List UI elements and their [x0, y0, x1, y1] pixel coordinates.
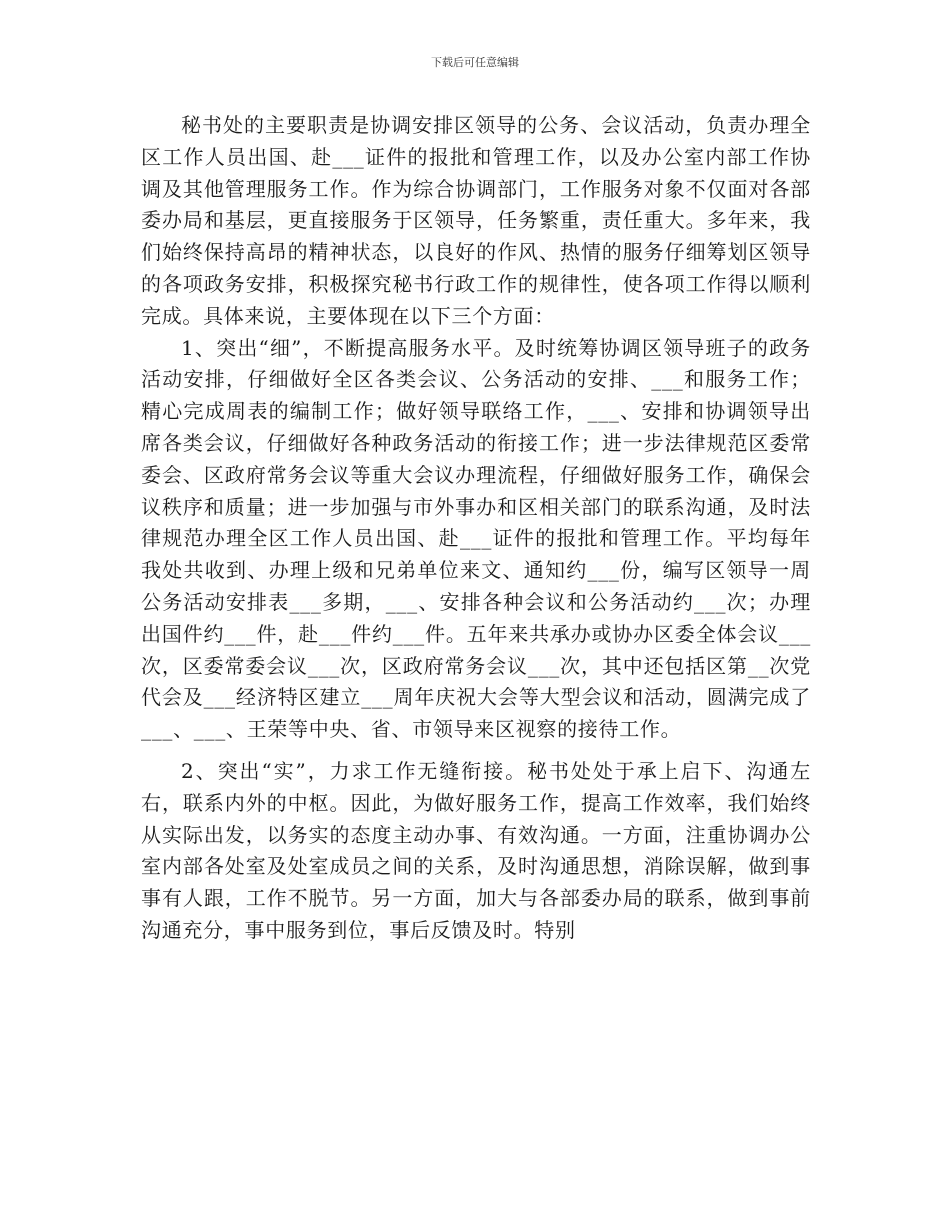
paragraph-section-1: 1、突出“细”，不断提高服务水平。及时统筹协调区领导班子的政务活动安排，仔细做好全区各类会议、公务活动的安排、___和服务工作；精心完成周表的编制工作；做好领导联络工作，___、安排和协调领导出席各类会议，仔细做好各种政务活动的衔接工作；进一步法律规范区委常委会、区政府常务会议等重大会议办理流程，仔细做好服务工作，确保会议秩序和质量；进一步加强与市外事办和区相关部门的联系沟通，及时法律规范办理全区工作人员出国、赴___证件的报批和管理工作。平均每年我处共收到、办理上级和兄弟单位来文、通知约___份，编写区领导一周公务活动安排表___多期，___、安排各种会议和公务活动约___次；办理出国件约___件，赴___件约___件。五年来共承办或协办区委全体会议___次，区委常委会议___次，区政府常务会议___次，其中还包括区第__次党代会及___经济特区建立___周年庆祝大会等大型会议和活动，圆满完成了___、___、王荣等中央、省、市领导来区视察的接待工作。	[141, 335, 811, 742]
paragraph-intro: 秘书处的主要职责是协调安排区领导的公务、会议活动，负责办理全区工作人员出国、赴___证件的报批和管理工作，以及办公室内部工作协调及其他管理服务工作。作为综合协调部门，工作服务对象不仅面对各部委办局和基层，更直接服务于区领导，任务繁重，责任重大。多年来，我们始终保持高昂的精神状态，以良好的作风、热情的服务仔细筹划区领导的各项政务安排，积极探究秘书行政工作的规律性，使各项工作得以顺利完成。具体来说，主要体现在以下三个方面：	[141, 113, 811, 328]
page-header-note: 下载后可任意编辑	[431, 56, 519, 69]
paragraph-section-2: 2、突出“实”，力求工作无缝衔接。秘书处处于承上启下、沟通左右，联系内外的中枢。因此，为做好服务工作，提高工作效率，我们始终从实际出发，以务实的态度主动办事、有效沟通。一方面，注重协调办公室内部各处室及处室成员之间的关系，及时沟通思想，消除误解，做到事事有人跟，工作不脱节。另一方面，加大与各部委办局的联系，做到事前沟通充分，事中服务到位，事后反馈及时。特别	[141, 758, 811, 942]
document-body	[141, 110, 811, 947]
